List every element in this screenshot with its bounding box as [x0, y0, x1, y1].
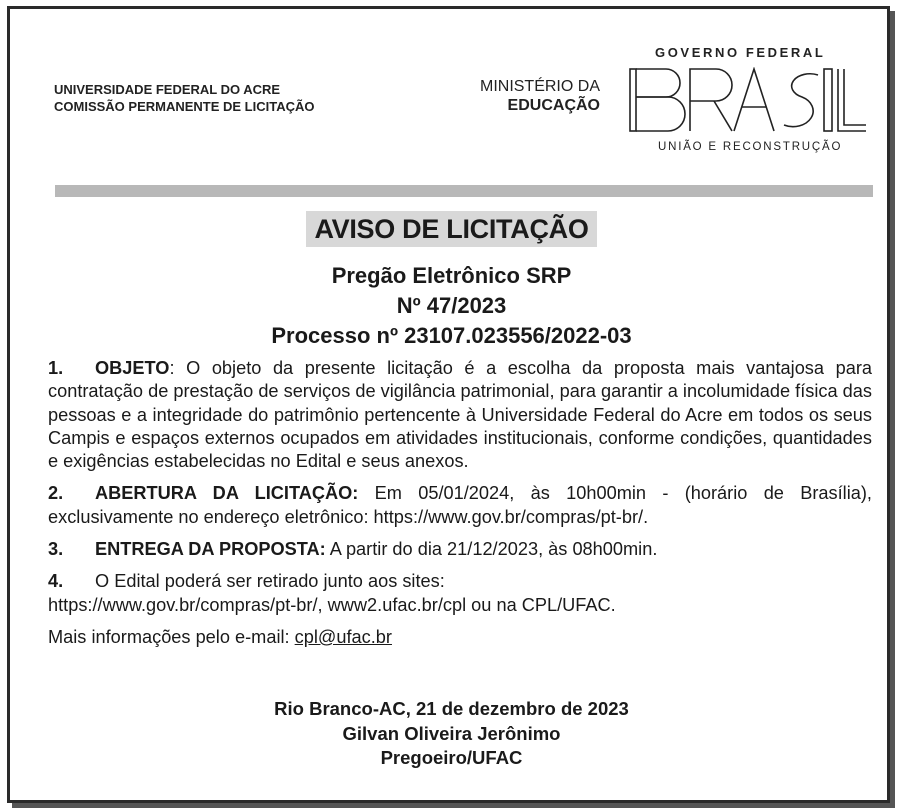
notice-title: AVISO DE LICITAÇÃO — [306, 211, 596, 247]
notice-modality: Pregão Eletrônico SRP — [331, 263, 572, 288]
item-heading: OBJETO — [95, 358, 170, 378]
item-text: : O objeto da presente licitação é a escolha da proposta mais vantajosa para contratação de prestação de serviços de vigilância patrimonial, para garantir a incolumidade física das pessoas e a integridade do patrimônio pertencente à Universidade Federal do Acre em todos os seus Campis e espaços externos ocupados em atividades institucionais, conforme condições, quantidades e exigências estabelecidas no Edital e seus anexos. — [48, 358, 872, 472]
ministry-education: EDUCAÇÃO — [507, 97, 600, 114]
item-sites: https://www.gov.br/compras/pt-br/, www2.ufac.br/cpl ou na CPL/UFAC. — [48, 594, 616, 615]
contact-line — [48, 626, 872, 649]
header-divider — [55, 185, 873, 197]
gov-slogan: UNIÃO E RECONSTRUÇÃO — [658, 141, 843, 153]
notice-process: Processo nº 23107.023556/2022-03 — [271, 323, 632, 348]
signature-block — [10, 697, 893, 771]
notice-frame — [7, 6, 890, 803]
item-number: 3. — [48, 539, 64, 560]
institution-name: UNIVERSIDADE FEDERAL DO ACRE — [54, 82, 281, 97]
item-heading: ABERTURA DA LICITAÇÃO: — [95, 483, 359, 504]
contact-email-link[interactable]: cpl@ufac.br — [294, 626, 392, 647]
item-text: O Edital poderá ser retirado junto aos sites: — [95, 571, 445, 592]
notice-body — [48, 357, 872, 658]
gov-federal-label: GOVERNO FEDERAL — [655, 45, 826, 60]
ministry-block — [450, 77, 600, 115]
item-abertura — [48, 482, 872, 529]
brasil-logo — [628, 67, 868, 137]
notice-number: Nº 47/2023 — [396, 293, 507, 318]
item-number: 1. — [48, 358, 64, 378]
title-wrap — [10, 211, 893, 247]
ministry-line: MINISTÉRIO DA — [479, 78, 600, 95]
signer-role: Pregoeiro/UFAC — [380, 747, 523, 768]
item-number: 2. — [48, 483, 64, 504]
commission-name: COMISSÃO PERMANENTE DE LICITAÇÃO — [54, 99, 315, 114]
contact-label: Mais informações pelo e-mail: — [48, 626, 295, 647]
item-text: A partir do dia 21/12/2023, às 08h00min. — [325, 539, 658, 560]
place-date: Rio Branco-AC, 21 de dezembro de 2023 — [274, 698, 629, 719]
institution-block — [54, 81, 315, 115]
item-edital — [48, 570, 872, 617]
item-heading: ENTREGA DA PROPOSTA: — [95, 539, 326, 560]
signer-name: Gilvan Oliveira Jerônimo — [342, 722, 561, 744]
item-entrega — [48, 538, 872, 561]
item-number: 4. — [48, 571, 64, 592]
item-text: Em 05/01/2024, às 10h00min - (horário de Brasília), exclusivamente no endereço eletrônico: https://www.gov.br/compras/pt-br/. — [48, 483, 872, 527]
item-objeto — [48, 357, 872, 473]
